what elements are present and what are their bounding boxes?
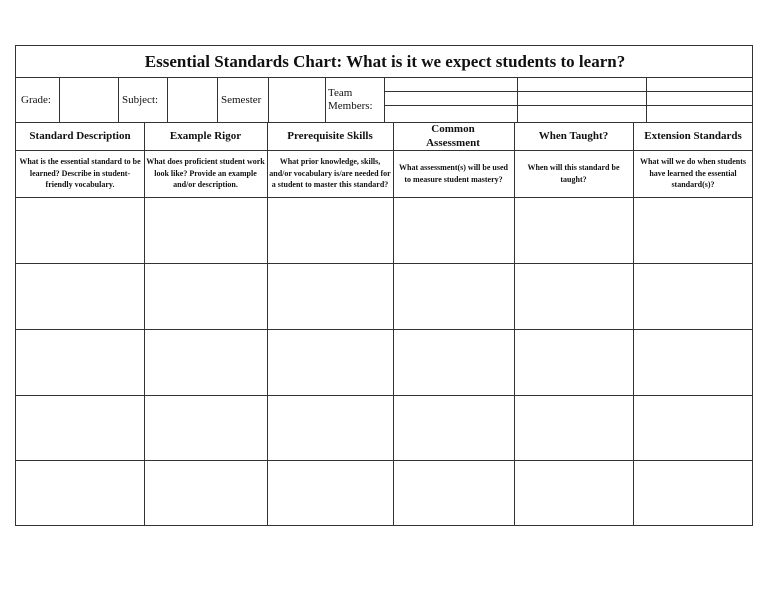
team-member-field[interactable] [518, 92, 646, 105]
team-member-field[interactable] [518, 78, 646, 91]
subject-field[interactable] [168, 77, 217, 122]
team-member-field[interactable] [518, 106, 646, 122]
semester-field[interactable] [269, 77, 325, 122]
col-header-common-assessment: Common Assessment [426, 123, 480, 149]
semester-label: Semester [221, 93, 262, 106]
team-member-field[interactable] [385, 92, 517, 105]
col-header-extension-standards: Extension Standards [644, 130, 742, 142]
team-member-field[interactable] [385, 106, 517, 122]
col-description-prerequisite-skills: What prior knowledge, skills, and/or vocabulary is/are needed for a student to master this standard? [269, 157, 391, 190]
table-row[interactable] [16, 330, 752, 395]
table-row[interactable] [16, 264, 752, 329]
team-member-field[interactable] [647, 92, 752, 105]
team-members-label: Team Members: [328, 87, 373, 112]
team-member-field[interactable] [385, 78, 517, 91]
col-description-when-taught: When will this standard be taught? [527, 163, 620, 184]
table-row[interactable] [16, 461, 752, 525]
chart-title: Essential Standards Chart: What is it we expect students to learn? [144, 51, 626, 71]
col-description-extension-standards: What will we do when students have learned the essential standard(s)? [639, 157, 746, 190]
table-row[interactable] [16, 198, 752, 263]
col-description-example-rigor: What does proficient student work look like? Provide an example and/or description. [146, 157, 265, 190]
col-description-standard-description: What is the essential standard to be learned? Describe in student-friendly vocabulary. [19, 157, 141, 190]
subject-label: Subject: [122, 93, 159, 106]
col-header-example-rigor: Example Rigor [169, 130, 242, 142]
col-header-standard-description: Standard Description [29, 130, 131, 142]
col-description-common-assessment: What assessment(s) will be used to measure student mastery? [399, 163, 508, 184]
grade-field[interactable] [60, 77, 118, 122]
team-member-field[interactable] [647, 106, 752, 122]
divider [217, 77, 218, 122]
col-header-prerequisite-skills: Prerequisite Skills [287, 130, 373, 142]
table-row[interactable] [16, 396, 752, 460]
col-header-when-taught: When Taught? [538, 130, 609, 142]
grade-label: Grade: [21, 93, 51, 106]
divider [325, 77, 326, 122]
divider [118, 77, 119, 122]
essential-standards-chart [15, 45, 753, 526]
team-member-field[interactable] [647, 78, 752, 91]
